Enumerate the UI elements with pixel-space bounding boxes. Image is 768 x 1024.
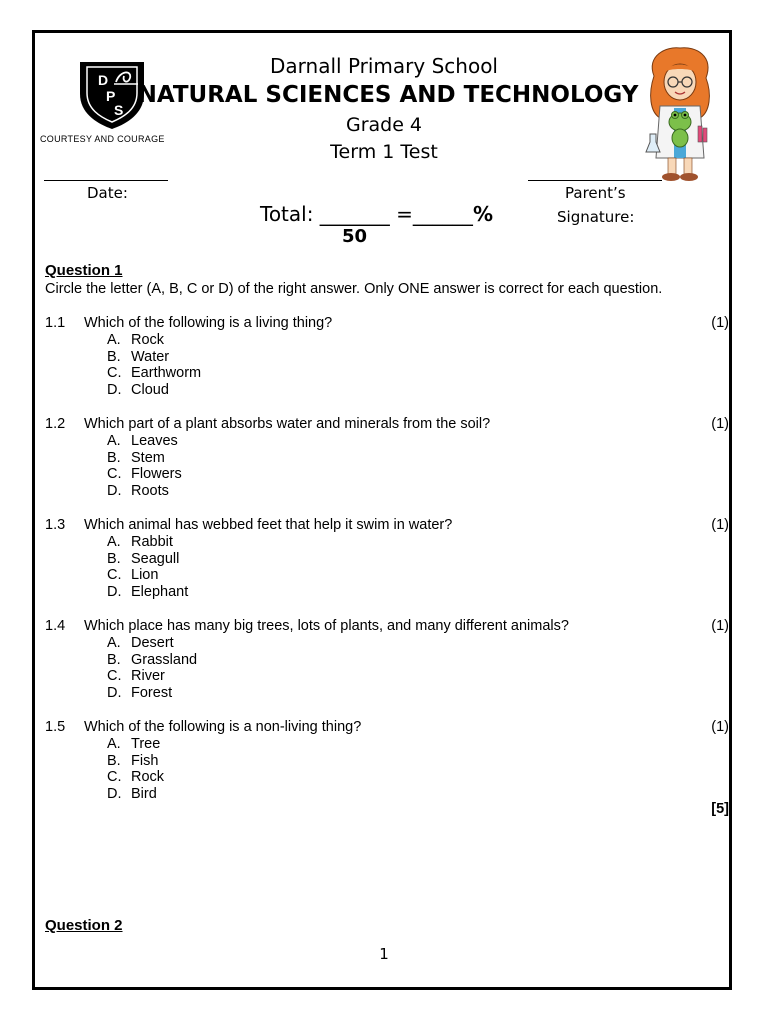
option-text: Earthworm [131, 365, 202, 382]
question-1-heading: Question 1 [45, 262, 123, 279]
question-text: Which of the following is a living thing? [84, 315, 333, 331]
answer-option[interactable] [107, 736, 164, 753]
option-text: Lion [131, 567, 159, 584]
logo-letter-d: D [98, 72, 109, 88]
question-mark: (1) [711, 416, 729, 432]
option-letter: B. [107, 449, 121, 466]
logo-letter-p: P [106, 88, 116, 104]
answer-option[interactable] [107, 786, 164, 803]
option-letter: C. [107, 769, 122, 786]
answer-option[interactable] [107, 584, 188, 601]
option-text: Elephant [131, 584, 189, 601]
subject-title: NATURAL SCIENCES AND TECHNOLOGY [137, 82, 639, 108]
answer-option[interactable] [107, 567, 188, 584]
option-letter: D. [107, 382, 122, 399]
percent-blank: =______ [396, 202, 473, 226]
term-label: Term 1 Test [330, 141, 438, 163]
option-text: Fish [131, 752, 159, 769]
option-letter: D. [107, 685, 122, 702]
option-letter: C. [107, 466, 122, 483]
page-number: 1 [379, 945, 389, 963]
total-blank: _______ [313, 202, 397, 226]
answer-options [107, 736, 164, 803]
option-letter: C. [107, 365, 122, 382]
option-text: Stem [131, 449, 165, 466]
question-number: 1.1 [45, 315, 66, 331]
school-name: Darnall Primary School [270, 54, 498, 78]
option-text: Roots [131, 483, 169, 500]
answer-options [107, 534, 188, 601]
question-mark: (1) [711, 618, 729, 634]
parent-label: Parent’s [565, 184, 626, 202]
answer-options [107, 433, 182, 500]
answer-option[interactable] [107, 534, 188, 551]
question-2-heading: Question 2 [45, 917, 123, 934]
answer-option[interactable] [107, 349, 201, 366]
question-text: Which of the following is a non-living thing? [84, 719, 362, 735]
option-text: Rabbit [131, 533, 173, 550]
answer-option[interactable] [107, 450, 182, 467]
option-letter: B. [107, 752, 121, 769]
option-letter: B. [107, 550, 121, 567]
option-letter: A. [107, 533, 121, 550]
answer-options [107, 332, 201, 399]
answer-option[interactable] [107, 551, 188, 568]
answer-option[interactable] [107, 382, 201, 399]
option-letter: D. [107, 483, 122, 500]
option-letter: A. [107, 331, 121, 348]
date-line [44, 180, 168, 181]
option-text: Tree [131, 735, 161, 752]
answer-option[interactable] [107, 483, 182, 500]
answer-option[interactable] [107, 365, 201, 382]
option-letter: C. [107, 567, 122, 584]
option-text: Desert [131, 634, 174, 651]
option-text: Rock [131, 331, 165, 348]
option-text: Forest [131, 685, 173, 702]
option-letter: A. [107, 735, 121, 752]
option-letter: A. [107, 432, 121, 449]
question-text: Which place has many big trees, lots of plants, and many different animals? [84, 618, 569, 634]
answer-option[interactable] [107, 433, 182, 450]
signature-line [528, 180, 662, 181]
answer-option[interactable] [107, 635, 197, 652]
answer-option[interactable] [107, 769, 164, 786]
grade-label: Grade 4 [345, 114, 423, 136]
option-letter: B. [107, 651, 121, 668]
signature-label: Signature: [557, 208, 635, 226]
option-letter: B. [107, 348, 121, 365]
total-row [260, 202, 493, 226]
option-text: Seagull [131, 550, 180, 567]
answer-option[interactable] [107, 466, 182, 483]
option-text: Leaves [131, 432, 178, 449]
option-text: Grassland [131, 651, 198, 668]
page-border [32, 30, 732, 990]
answer-option[interactable] [107, 332, 201, 349]
scientist-girl-with-frog-icon [640, 46, 720, 182]
question-1-instruction: Circle the letter (A, B, C or D) of the right answer. Only ONE answer is correct for each question. [45, 281, 663, 297]
question-mark: (1) [711, 719, 729, 735]
percent-sign: % [472, 202, 493, 226]
question-number: 1.4 [45, 618, 66, 634]
option-text: River [131, 668, 165, 685]
question-text: Which part of a plant absorbs water and minerals from the soil? [84, 416, 491, 432]
option-letter: C. [107, 668, 122, 685]
school-motto: COURTESY AND COURAGE [40, 134, 165, 144]
total-out-of: 50 [342, 226, 368, 247]
answer-options [107, 635, 197, 702]
option-text: Bird [131, 786, 157, 803]
answer-option[interactable] [107, 685, 197, 702]
logo-letter-s: S [114, 102, 124, 118]
option-text: Flowers [131, 466, 182, 483]
option-text: Cloud [131, 382, 169, 399]
answer-option[interactable] [107, 668, 197, 685]
question-text: Which animal has webbed feet that help it swim in water? [84, 517, 453, 533]
option-letter: D. [107, 584, 122, 601]
question-number: 1.3 [45, 517, 66, 533]
option-letter: D. [107, 786, 122, 803]
total-label: Total: [260, 202, 314, 226]
option-text: Rock [131, 769, 165, 786]
question-number: 1.2 [45, 416, 66, 432]
option-letter: A. [107, 634, 121, 651]
question-number: 1.5 [45, 719, 66, 735]
question-mark: (1) [711, 517, 729, 533]
option-text: Water [131, 348, 170, 365]
answer-option[interactable] [107, 652, 197, 669]
section-total: [5] [711, 801, 729, 817]
date-label: Date: [87, 184, 128, 202]
answer-option[interactable] [107, 753, 164, 770]
question-mark: (1) [711, 315, 729, 331]
